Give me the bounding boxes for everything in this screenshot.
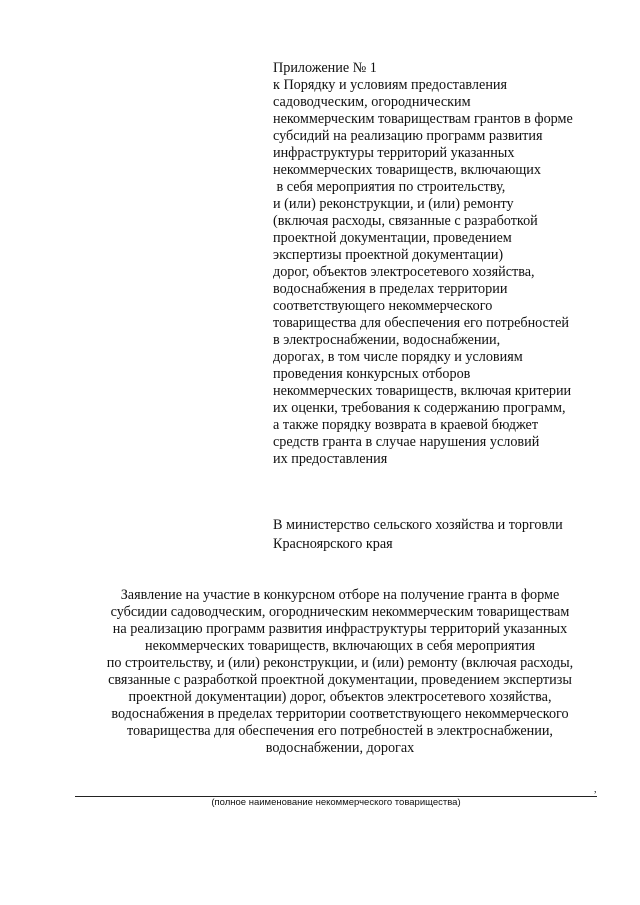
application-title-line: Заявление на участие в конкурсном отборе на получение гранта в форме <box>120 587 560 603</box>
appendix-line: садоводческим, огородническим <box>273 94 471 110</box>
appendix-line: соответствующего некоммерческого <box>273 298 493 314</box>
application-title-line: водоснабжения в пределах территории соответствующего некоммерческого <box>111 706 569 722</box>
appendix-line: товарищества для обеспечения его потребностей <box>273 315 570 331</box>
appendix-line: их предоставления <box>273 451 388 467</box>
application-title-line: водоснабжении, дорогах <box>265 740 415 756</box>
appendix-line: субсидий на реализацию программ развития <box>273 128 543 144</box>
appendix-line: экспертизы проектной документации) <box>273 247 504 263</box>
appendix-line: (включая расходы, связанные с разработкой <box>273 213 538 229</box>
appendix-line: а также порядку возврата в краевой бюджет <box>273 417 539 433</box>
appendix-header <box>273 60 633 468</box>
application-title-line: связанные с разработкой проектной документации, проведением экспертизы <box>108 672 572 688</box>
appendix-line: некоммерческим товариществам грантов в форме <box>273 111 573 127</box>
appendix-line: дорог, объектов электросетевого хозяйства, <box>273 264 535 280</box>
appendix-line: их оценки, требования к содержанию программ, <box>273 400 566 416</box>
application-title-line: некоммерческих товариществ, включающих в себя мероприятия <box>144 638 535 654</box>
addressee-block <box>273 516 633 553</box>
organization-name-caption: (полное наименование некоммерческого товарищества) <box>211 797 461 808</box>
application-title-line: проектной документации) дорог, объектов электросетевого хозяйства, <box>128 689 552 705</box>
appendix-line: некоммерческих товариществ, включая критерии <box>273 383 572 399</box>
appendix-line: проведения конкурсных отборов <box>273 366 471 382</box>
addressee-line: В министерство сельского хозяйства и торговли <box>273 517 563 533</box>
appendix-line: водоснабжения в пределах территории <box>273 281 508 297</box>
appendix-line: дорогах, в том числе порядку и условиям <box>273 349 523 365</box>
appendix-line: в себя мероприятия по строительству, <box>273 179 506 195</box>
application-title-line: субсидии садоводческим, огородническим некоммерческим товариществам <box>110 604 570 620</box>
application-title-line: на реализацию программ развития инфраструктуры территорий указанных <box>112 621 568 637</box>
appendix-line: некоммерческих товариществ, включающих <box>273 162 541 178</box>
appendix-line: Приложение № 1 <box>273 60 377 76</box>
application-title <box>60 587 620 757</box>
appendix-line: и (или) реконструкции, и (или) ремонту <box>273 196 514 212</box>
appendix-line: к Порядку и условиям предоставления <box>273 77 508 93</box>
application-title-line: по строительству, и (или) реконструкции, и (или) ремонту (включая расходы, <box>106 655 574 671</box>
appendix-line: инфраструктуры территорий указанных <box>273 145 515 161</box>
appendix-line: в электроснабжении, водоснабжении, <box>273 332 501 348</box>
name-field-comma: , <box>594 784 597 795</box>
appendix-line: проектной документации, проведением <box>273 230 512 246</box>
application-title-line: товарищества для обеспечения его потребностей в электроснабжении, <box>127 723 553 739</box>
addressee-line: Красноярского края <box>273 535 393 552</box>
appendix-line: средств гранта в случае нарушения условий <box>273 434 540 450</box>
